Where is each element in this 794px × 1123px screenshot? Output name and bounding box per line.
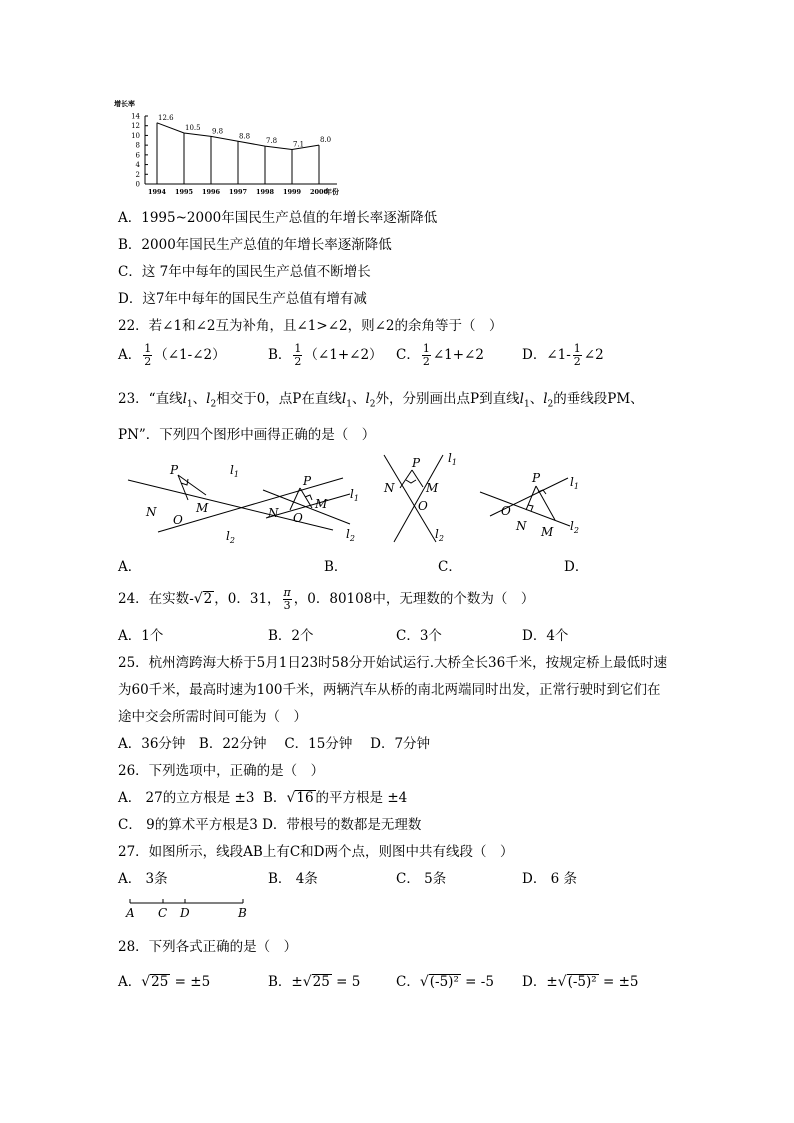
q23-stem-line1: 23．“直线$l_1$、$l_2$相交于0，点P在直线$l_1$、$l_2$外，分别画出点P到直线$l_1$、$l_2$的垂线段PM、	[118, 391, 644, 410]
q26-option-c: C． 9的算术平方根是3	[118, 817, 258, 833]
q26-options-ab: A． 27的立方根是 ±3 B．√16 的平方根是 ±4	[118, 790, 408, 806]
y-tick-label: 14	[131, 112, 140, 121]
y-tick-label: 12	[131, 122, 140, 131]
q23-option-a: A．	[118, 559, 142, 575]
half-fraction: $\frac{1}{2}$	[573, 342, 581, 369]
q21-option-a: A．1995~2000年国民生产总值的年增长率逐渐降低	[118, 210, 438, 226]
q22-option-d: D．∠1- $\frac{1}{2}$ ∠2	[522, 342, 604, 369]
q22-option-a	[118, 343, 226, 368]
svg-text:N: N	[516, 519, 527, 533]
q28-option-d: D．±√(-5)² = ±5	[522, 974, 639, 990]
y-tick-label: 6	[135, 151, 140, 160]
svg-text:l2: $l_2$	[435, 527, 444, 543]
point-d-label: D	[180, 906, 190, 920]
q23-option-d: D．	[564, 559, 589, 575]
q26-option-a: A． 27的立方根是 ±3	[118, 790, 255, 806]
half-fraction: $\frac{1}{2}$	[422, 342, 430, 369]
q23-option-c: C．	[438, 559, 462, 575]
chart-xlabel: 年份	[325, 187, 339, 196]
x-tick-label: 1999	[282, 188, 302, 196]
q27-option-a: A． 3条	[118, 871, 168, 887]
q26-stem: 26．下列选项中，正确的是（ ）	[118, 763, 325, 779]
half-fraction: $\frac{1}{2}$	[144, 342, 152, 369]
q23-option-b: B．	[324, 559, 348, 575]
radical-sign: √	[419, 974, 429, 990]
y-tick-label: 8	[135, 141, 140, 150]
radical-sign: √	[141, 974, 151, 990]
q22-stem: 22．若∠1和∠2互为补角，且∠1>∠2，则∠2的余角等于（ ）	[118, 318, 503, 334]
x-tick-label: 1998	[255, 188, 275, 196]
y-tick-label: 0	[135, 180, 140, 189]
svg-text:l1: $l_1$	[570, 475, 579, 491]
q24-option-a: A．1个	[118, 628, 164, 644]
q24-stem: 24．在实数-√2 ，0．31， $\frac{\pi}{3}$ ，0．80108中，无理数的个数为（ ）	[118, 586, 535, 613]
q28-option-b: B．±√25 = 5	[268, 974, 361, 990]
data-label: 9.8	[212, 127, 224, 136]
svg-text:l2: $l_2$	[570, 519, 579, 535]
x-tick-label: 1994	[147, 188, 167, 196]
svg-text:M: M	[426, 481, 439, 495]
q21-option-b: B．2000年国民生产总值的年增长率逐渐降低	[118, 237, 392, 253]
svg-text:l2: $l_2$	[226, 529, 235, 545]
svg-text:l1: $l_1$	[350, 487, 359, 503]
svg-text:P: P	[412, 456, 421, 470]
q23-stem-line2: PN”．下列四个图形中画得正确的是（ ）	[118, 427, 376, 443]
radical-sign: √	[286, 790, 296, 806]
svg-text:O: O	[418, 499, 428, 513]
q23-figures	[118, 450, 598, 550]
figure-b	[263, 474, 359, 543]
data-label: 8.8	[239, 132, 251, 141]
q26-options-cd	[118, 813, 421, 833]
svg-text:O: O	[173, 513, 183, 527]
y-tick-label: 2	[135, 170, 140, 179]
q21-option-c: C．这 7年中每年的国民生产总值不断增长	[118, 264, 371, 280]
point-c-label: C	[158, 906, 168, 920]
q22-a-body: （∠1-∠2）	[154, 347, 226, 364]
svg-text:P: P	[303, 474, 312, 488]
svg-text:O: O	[501, 504, 511, 518]
data-label: 7.8	[266, 137, 278, 146]
q24-option-c: C．3个	[396, 628, 442, 644]
q22-a-prefix: A．	[118, 347, 142, 364]
svg-text:l1: $l_1$	[448, 451, 457, 467]
svg-text:M: M	[196, 501, 209, 515]
data-label: 7.1	[293, 140, 305, 149]
svg-text:P: P	[532, 471, 541, 485]
y-tick-label: 4	[135, 161, 140, 170]
q27-option-b: B． 4条	[268, 871, 318, 887]
figure-c	[383, 451, 457, 543]
pi-over-three: $\frac{\pi}{3}$	[283, 586, 291, 613]
q26-option-d: D．带根号的数都是无理数	[262, 817, 422, 833]
chart-ylabel: 增长率	[114, 99, 135, 108]
q22-option-c: C． $\frac{1}{2}$ ∠1+∠2	[396, 342, 484, 369]
x-tick-label: 1997	[228, 188, 248, 196]
q25-line2: 为60千米，最高时速为100千米，两辆汽车从桥的南北两端同时出发，正常行驶时到它们在	[118, 682, 661, 698]
q27-option-c: C． 5条	[396, 871, 447, 887]
svg-text:N: N	[384, 481, 395, 495]
svg-text:M: M	[541, 525, 554, 539]
segment-ab-figure	[118, 895, 258, 923]
x-tick-label: 1995	[174, 188, 194, 196]
svg-text:M: M	[315, 497, 328, 511]
q25-line1: 25．杭州湾跨海大桥于5月1日23时58分开始试运行.大桥全长36千米，按规定桥上最低时速	[118, 655, 668, 671]
y-tick-label: 10	[131, 131, 140, 140]
q27-stem: 27．如图所示，线段AB上有C和D两个点，则图中共有线段（ ）	[118, 844, 514, 860]
radical-sign: √	[302, 974, 312, 990]
svg-text:N: N	[268, 506, 279, 520]
half-fraction: $\frac{1}{2}$	[294, 342, 302, 369]
q22-option-b: B． $\frac{1}{2}$ （∠1+∠2）	[268, 342, 383, 369]
q25-line3: 途中交会所需时间可能为（ ）	[118, 709, 307, 725]
q27-option-d: D． 6 条	[522, 871, 577, 887]
q28-option-c: C．√(-5)² = -5	[396, 974, 494, 990]
figure-d	[480, 471, 579, 539]
q28-option-a: A．√25 = ±5	[118, 974, 211, 990]
radical-sign: √	[193, 591, 203, 608]
q25-options: A．36分钟 B．22分钟 C．15分钟 D．7分钟	[118, 736, 431, 752]
data-label: 12.6	[158, 113, 174, 122]
svg-text:O: O	[293, 511, 303, 525]
data-label: 10.5	[185, 124, 201, 132]
svg-text:N: N	[146, 505, 157, 519]
data-label: 8.0	[320, 136, 332, 145]
svg-text:P: P	[170, 463, 179, 477]
point-a-label: A	[126, 906, 135, 920]
svg-text:l2: $l_2$	[346, 527, 355, 543]
point-b-label: B	[238, 906, 247, 920]
growth-rate-chart	[112, 96, 357, 200]
radical-sign: √	[557, 974, 567, 990]
q24-option-b: B．2个	[268, 628, 314, 644]
x-tick-label: 2000	[309, 188, 329, 196]
q28-stem: 28．下列各式正确的是（ ）	[118, 939, 298, 955]
q21-option-d: D．这7年中每年的国民生产总值有增有减	[118, 291, 367, 307]
x-tick-label: 1996	[201, 188, 221, 196]
svg-text:l1: $l_1$	[230, 463, 239, 479]
q24-option-d: D．4个	[522, 628, 569, 644]
